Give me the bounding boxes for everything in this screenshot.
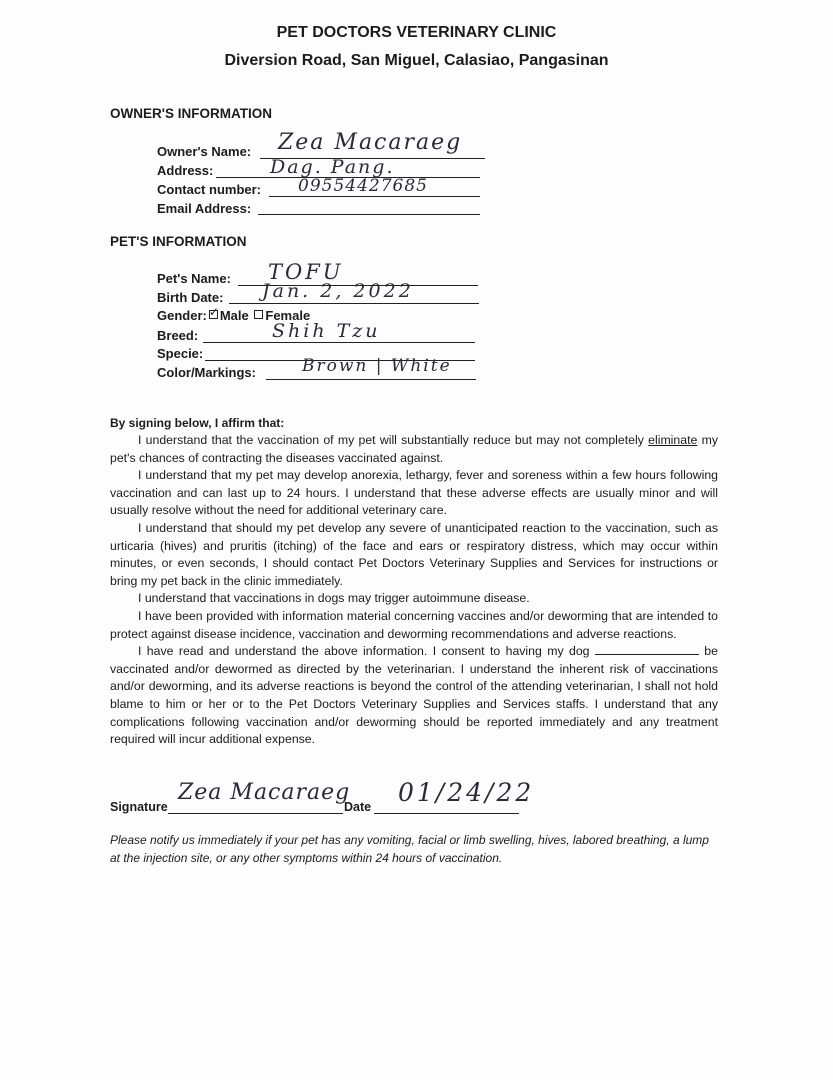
affirm-heading: By signing below, I affirm that: <box>110 416 285 430</box>
color-label: Color/Markings: <box>157 365 256 380</box>
date-line <box>374 813 519 814</box>
contact-label: Contact number: <box>157 182 261 197</box>
breed-line <box>203 342 475 343</box>
date-label: Date <box>344 800 372 814</box>
affirm-p6-text: I have read and understand the above information. I consent to having my dog <box>138 644 595 659</box>
affirm-p1-text-end: my pet's chances of contracting the diseases vaccinated against. <box>110 433 719 465</box>
signature-label: Signature <box>110 800 168 814</box>
female-option-label: Female <box>265 308 311 323</box>
gender-label: Gender: <box>157 308 207 323</box>
male-option-label: Male <box>219 308 249 323</box>
clinic-name: PET DOCTORS VETERINARY CLINIC <box>276 24 557 41</box>
date-value: 01/24/22 <box>398 778 535 807</box>
specie-label: Specie: <box>157 346 204 361</box>
affirm-paragraph-3: I understand that should my pet develop any severe of unanticipated reaction to the vaccination, such as urticaria (hives) and pruritis (itching) of the face and ears or respiratory distress, which may occur within minutes, or even seconds, I should contact Pet Doctors Veterinary Supplies and Services for instructions or bring my pet back in the clinic immediately. <box>110 520 718 588</box>
affirm-p6-text-end: be vaccinated and/or dewormed as directed by the veterinarian. I understand the inherent risk of vaccinations and/or deworming, and its adverse reactions is beyond the control of the attending veterinarian, I shall not hold blame to him or her or to the Pet Doctors Veterinary Supplies and Services staffs. I understand that any complications following vaccination and/or deworming should be reported immediately and any treatment required will incur additional expense. <box>110 644 718 747</box>
affirm-p1-underlined: eliminate <box>648 433 698 447</box>
color-line <box>266 379 476 380</box>
pet-name-label: Pet's Name: <box>157 271 231 286</box>
affirm-body <box>110 432 718 749</box>
address-value: Dag. Pang. <box>270 156 395 178</box>
owner-name-value: Zea Macaraeg <box>278 130 463 155</box>
affirm-paragraph-6 <box>110 643 718 749</box>
signature-line <box>168 813 343 814</box>
address-label: Address: <box>157 163 214 178</box>
affirm-p1-text: I understand that the vaccination of my pet will substantially reduce but may not completely <box>138 433 649 447</box>
contact-line <box>269 196 480 197</box>
owner-name-label: Owner's Name: <box>157 144 252 159</box>
birth-date-label: Birth Date: <box>157 290 224 305</box>
email-line <box>258 214 480 215</box>
signature-value: Zea Macaraeg <box>178 780 351 805</box>
affirm-paragraph-2: I understand that my pet may develop anorexia, lethargy, fever and soreness within a few hours following vaccination and can last up to 24 hours. I understand that these adverse effects are usually minor and will usually resolve without the need for additional veterinary care. <box>110 468 718 518</box>
contact-value: 09554427685 <box>298 176 428 196</box>
pet-name-value: TOFU <box>268 260 344 284</box>
female-checkbox[interactable] <box>254 310 263 319</box>
affirm-paragraph-4: I understand that vaccinations in dogs may trigger autoimmune disease. <box>138 591 530 606</box>
birth-date-line <box>229 303 479 304</box>
color-value: Brown | White <box>302 356 452 376</box>
notify-note: Please notify us immediately if your pet has any vomiting, facial or limb swelling, hives, labored breathing, a lump at the injection site, or any other symptoms within 24 hours of vaccination. <box>110 833 709 865</box>
breed-label: Breed: <box>157 328 199 343</box>
clinic-address: Diversion Road, San Miguel, Calasiao, Pangasinan <box>224 52 609 69</box>
email-label: Email Address: <box>157 201 252 216</box>
birth-date-value: Jan. 2, 2022 <box>262 280 414 302</box>
owner-section-title: OWNER'S INFORMATION <box>110 106 272 121</box>
breed-value: Shih Tzu <box>272 320 381 342</box>
dog-name-blank <box>595 644 699 655</box>
pet-section-title: PET'S INFORMATION <box>110 234 247 249</box>
affirm-paragraph-5: I have been provided with information material concerning vaccines and/or deworming that are intended to protect against disease incidence, vaccination and deworming recommendations and adverse reactions. <box>110 608 718 641</box>
check-icon: ✓ <box>208 305 219 319</box>
affirm-paragraph-1 <box>110 432 718 467</box>
male-checkbox[interactable] <box>208 305 219 319</box>
